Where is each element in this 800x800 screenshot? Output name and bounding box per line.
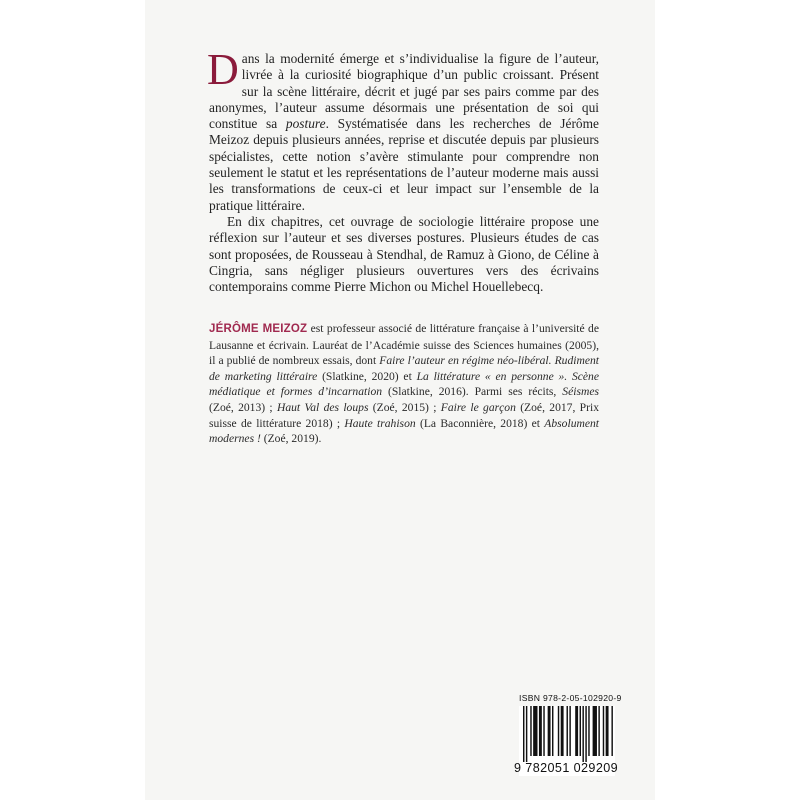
author-name: JÉRÔME MEIZOZ [209,323,308,335]
author-bio: JÉRÔME MEIZOZ est professeur associé de littérature française à l’université de Lausanne et écrivain. Lauréat de l’Académie suisse des Sciences humaines (2005), il a publié de nombreux essais, dont Faire l’auteur en régime néo-libéral. Rudiment de marketing littéraire (Slatkine, 2020) et La littérature « en personne ». Scène médiatique et formes d’incarnation (Slatkine, 2016). Parmi ses récits, Séismes (Zoé, 2013) ; Haut Val des loups (Zoé, 2015) ; Faire le garçon (Zoé, 2017, Prix suisse de littérature 2018) ; Haute trahison (La Baconnière, 2018) et Absolument modernes ! (Zoé, 2019). [209,322,600,446]
blurb-paragraph-2: En dix chapitres, cet ouvrage de sociologie littéraire propose une réflexion sur l’auteur et ses diverses postures. Plusieurs études de cas sont proposées, de Rousseau à Stendhal, de Ramuz à Giono, de Céline à Cingria, sans négliger plusieurs ouvertures vers des écrivains contemporains comme Pierre Michon ou Michel Houellebecq. [209,213,599,295]
back-cover-blurb [207,45,599,295]
barcode-digits: 9 782051 029209 [514,761,619,775]
isbn-label: ISBN 978-2-05-102920-9 [519,693,622,703]
drop-cap: D [207,45,239,94]
blurb-paragraph-1: Dans la modernité émerge et s’individualise la figure de l’auteur, livrée à la curiosité biographique d’un public croissant. Présent sur la scène littéraire, décrit et jugé par ses pairs comme par des anonymes, l’auteur assume désormais une présentation de soi qui constitue sa posture. Systématisée dans les recherches de Jérôme Meizoz depuis plusieurs années, reprise et discutée depuis par plusieurs spécialistes, cette notion s’avère stimulante pour comprendre non seulement le statut et les représentations de l’auteur moderne mais aussi les transformations de ceux-ci et leur impact sur l’ensemble de la pratique littéraire. [207,45,599,213]
